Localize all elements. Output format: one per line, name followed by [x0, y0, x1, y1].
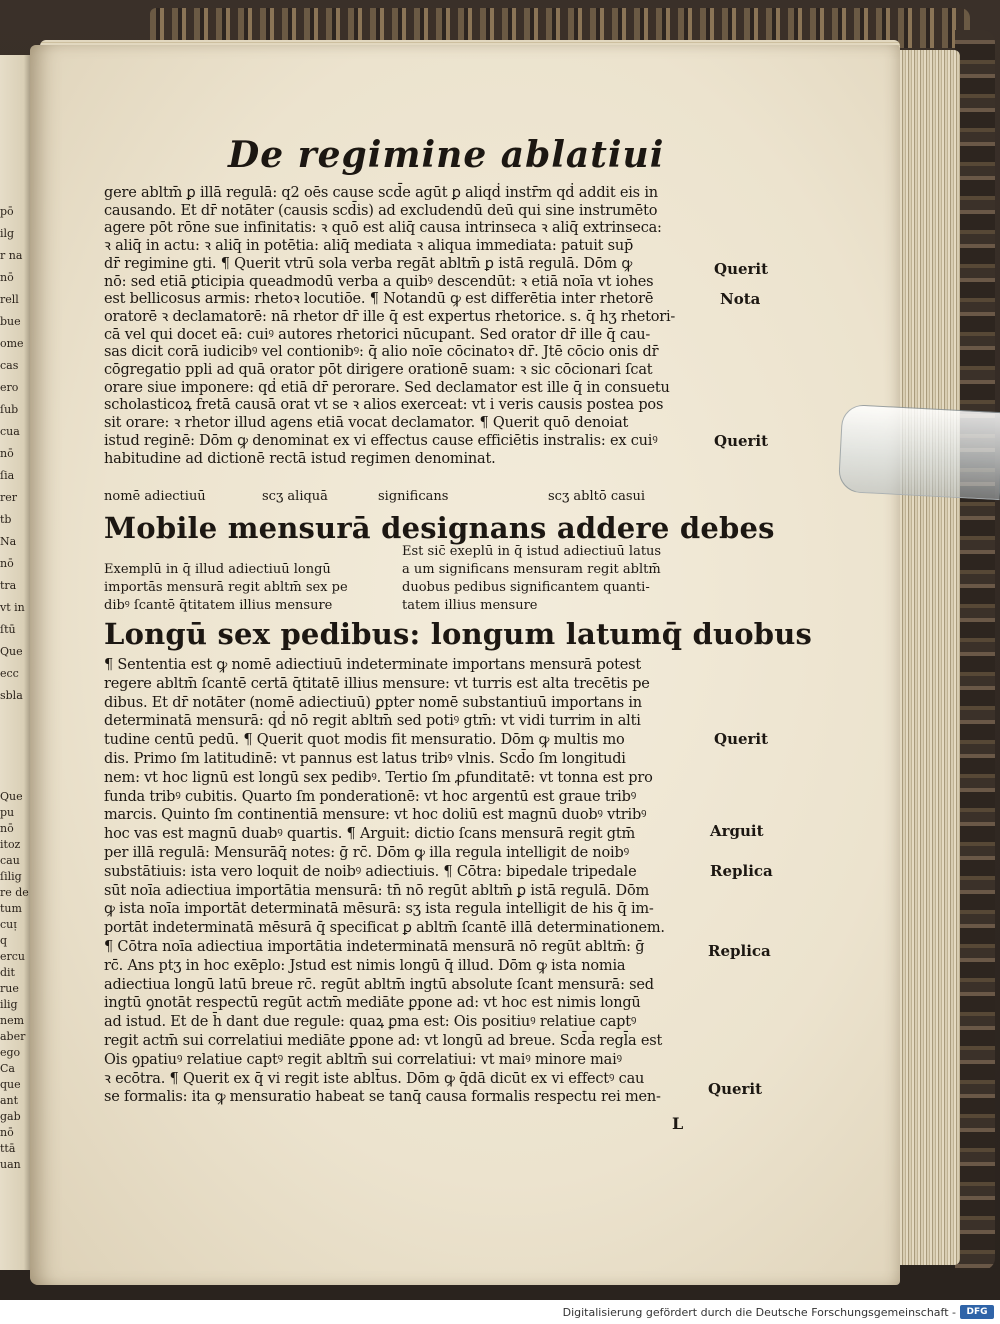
text-line: per illā regulā: Mensurāq̄ notes: ḡ rc̄. Dōm ꝙ illa regula intelligit de noibꝰ — [104, 845, 629, 861]
left-page-fragment: uan — [0, 1158, 21, 1171]
margin-note: Querit — [714, 260, 769, 278]
text-line: agere pōt rōne sue infinitatis: ꝛ quō est aliq̄ causa intrinseca ꝛ aliq̄ extrinseca: — [104, 220, 662, 237]
margin-note: Querit — [708, 1080, 763, 1098]
text-line: determinatā mensurā: qḋ nō regit abltm̄ sed potiꝰ gtm̄: vt vidi turrim in alti — [104, 713, 641, 730]
text-line: ꝛ aliq̄ in actu: ꝛ aliq̄ in potētia: aliq̄ mediata ꝛ aliqua immediata: patuit sup̄ — [104, 238, 634, 255]
left-page-fragment: cau — [0, 854, 20, 867]
left-page-fragment: ero — [0, 381, 19, 394]
left-page-fragment: ſtū — [0, 623, 16, 636]
text-line: sūt noīa adiectiua importātia mensurā: tn̄ nō regūt abltm̄ ꝑ istā regulā. Dōm — [104, 882, 650, 899]
gloss-left-line: dibꝰ ſcantē q̄titatem illius mensure — [104, 598, 333, 613]
verse-2: Longū sex pedibus: longum latumq̄ duobus — [104, 617, 813, 651]
text-line: ad istud. Et de h̄ dant due regule: quaꝝ ꝑma est: Ois positiuꝰ relatiue captꝰ — [104, 1014, 637, 1031]
left-page-fragment: ilg — [0, 227, 15, 240]
left-page-fragment: cuᴉ — [0, 918, 17, 931]
text-line: causando. Et dr̄ notāter (causis scd̄is) ad excludendū deū qui sine instrumēto — [104, 202, 658, 219]
gloss-word: nomē adiectiuū — [104, 489, 206, 504]
left-page-fragment: ilig — [0, 998, 18, 1011]
left-page-fragment: ant — [0, 1094, 19, 1107]
left-page-fragment: itoz — [0, 838, 21, 851]
text-line: ꝛ ecōtra. ¶ Querit ex q̄ vi regit iste ablt̄us. Dōm ꝙ q̄dā dicūt ex vi effectꝰ cau — [104, 1070, 645, 1087]
text-line: cōgregatio ppli ad quā orator pōt dirigere orationē suam: ꝛ sic cōcionari ſcat — [104, 362, 653, 378]
text-line: dr̄ regimine gti. ¶ Querit vtrū sola verba regāt abltm̄ ꝑ istā regulā. Dōm ꝙ — [104, 255, 633, 272]
margin-note: Replica — [710, 862, 773, 880]
text-line: gere abltm̄ ꝑ illā regulā: q2 oēs cause scd̄e agūt ꝑ aliqḋ instr̄m qḋ addit eis in — [104, 185, 658, 201]
text-line: ¶ Sententia est ꝙ nomē adiectiuū indeterminate importans mensurā potest — [104, 657, 642, 673]
gloss-right-line: a um significans mensuram regit abltm̄ — [402, 562, 661, 577]
left-page-fragment: Que — [0, 645, 23, 658]
text-line: sit orare: ꝛ rhetor illud agens etiā vocat declamator. ¶ Querit quō denoiat — [104, 415, 629, 432]
text-line: se formalis: ita ꝙ mensuratio habeat se tanq̄ causa formalis respectu rei men- — [104, 1089, 661, 1106]
left-page-fragment: tb̄ — [0, 513, 12, 526]
text-line: nō: sed etiā ꝑticipia queadmodū verba a quibꝰ descendūt: ꝛ etiā noīa vt iohes — [104, 273, 654, 290]
gloss-left-line: importās mensurā regit abltm̄ sex pe — [104, 580, 348, 595]
margin-note: Querit — [714, 730, 769, 748]
left-page-fragment: bue — [0, 315, 21, 328]
text-line: ¶ Cōtra noīa adiectiua importātia indeterminatā mensurā nō regūt abltm̄: ḡ — [104, 939, 645, 955]
left-page-fragment: ſilig — [0, 870, 22, 883]
text-line: habitudine ad dictionē rectā istud regimen denominat. — [104, 450, 496, 467]
left-page-fragment: ome — [0, 337, 24, 350]
verse-1: Mobile mensurā designans addere debes — [104, 511, 775, 545]
left-page-fragment: q — [0, 934, 8, 947]
left-page-fragment: gab — [0, 1110, 21, 1123]
left-page-fragment: cua — [0, 425, 20, 438]
left-page-fragment: tum — [0, 902, 22, 915]
left-page-fragment: rer — [0, 491, 18, 504]
plastic-bookmark-clip — [838, 404, 1000, 500]
text-line: orare siue imponere: qḋ etiā dr̄ perorare. Sed declamator est ille q̄ in consuetu — [104, 379, 670, 396]
left-page-fragment: re de — [0, 886, 29, 899]
text-line: regit actm̄ sui correlatiui mediāte ꝑpone ad: vt longū ad breue. Scd̄a regl̄a est — [104, 1033, 663, 1049]
left-page-fragment: ttā — [0, 1142, 16, 1155]
left-page-fragment: aber — [0, 1030, 26, 1043]
left-page-fragment: Na — [0, 535, 17, 548]
gloss-right-line: tatem illius mensure — [402, 598, 538, 613]
left-page-fragment: ego — [0, 1046, 21, 1059]
left-page-fragment: nō — [0, 1126, 14, 1139]
left-page-fragment: vt in — [0, 601, 25, 614]
text-line: portāt indeterminatā mēsurā q̄ specificat ꝑ abltm̄ ſcantē illā determinationem. — [104, 920, 665, 937]
left-page-fragment: dit — [0, 966, 15, 979]
left-page-fragment: nō — [0, 271, 14, 284]
dfg-logo: DFG — [960, 1305, 994, 1319]
signature-mark: L — [672, 1114, 684, 1133]
gloss-word: scʒ abltō casui — [548, 489, 646, 504]
gloss-word: scʒ aliquā — [262, 489, 328, 504]
gloss-right-line: duobus pedibus significantem quanti- — [402, 580, 650, 595]
text-line: oratorē ꝛ declamatorē: nā rhetor dr̄ ille q̄ est expertus rhetorice. s. q̄ hʒ rhetori- — [104, 308, 676, 325]
left-page-fragment: r na — [0, 249, 23, 262]
text-line: dis. Primo ſm latitudinē: vt pannus est latus tribꝰ vlnis. Scd̄o ſm longitudi — [104, 751, 626, 767]
left-page-fragment: sbla — [0, 689, 23, 702]
footer-credit: Digitalisierung gefördert durch die Deutsche Forschungsgemeinschaft - — [562, 1306, 956, 1319]
text-line: istud reginē: Dōm ꝙ denominat ex vi effectus cause efficiētis instralis: ex cuiꝰ — [104, 432, 658, 449]
text-line: sas dicit corā iudicibꝰ vel contionibꝰ: q̄ alio noīe cōcinatoꝛ dr̄. Jtē cōcio onis dr̄ — [104, 344, 659, 361]
left-page-fragment: nō — [0, 447, 14, 460]
left-page-fragment: rell — [0, 293, 19, 306]
margin-note: Replica — [708, 942, 771, 960]
text-line: nem: vt hoc lignū est longū sex pedibꝰ. Tertio ſm ꝓfunditatē: vt tonna est pro — [104, 769, 653, 786]
text-line: regere abltm̄ ſcantē certā q̄titatē illius mensure: vt turris est alta trecētis pe — [104, 675, 650, 692]
text-line: substātiuis: ista vero loquit de noibꝰ adiectiuis. ¶ Cōtra: bipedale tripedale — [104, 863, 637, 880]
gloss-left-line: Exemplū in q̄ illud adiectiuū longū — [104, 562, 331, 577]
text-line: tudine centū pedū. ¶ Querit quot modis fit mensuratio. Dōm ꝙ multis mo — [104, 732, 625, 749]
text-line: hoc vas est magnū duabꝰ quartis. ¶ Arguit: dictio ſcans mensurā regit gtm̄ — [104, 826, 636, 843]
margin-note: Nota — [720, 290, 761, 308]
text-line: cā vel qui docet eā: cuiꝰ autores rhetorici nūcupant. Sed orator dr̄ ille q̄ cau- — [104, 326, 651, 343]
left-page-fragment: que — [0, 1078, 21, 1091]
page-heading: De regimine ablatiui — [228, 134, 665, 176]
text-line: dibus. Et dr̄ notāter (nomē adiectiuū) ꝑpter nomē substantiuū importans in — [104, 694, 642, 711]
left-page-fragment: rue — [0, 982, 19, 995]
text-line: funda tribꝰ cubitis. Quarto ſm ponderationē: vt hoc argentū est graue tribꝰ — [104, 788, 637, 805]
left-page-fragment: nō — [0, 822, 14, 835]
left-page-fragment: pu — [0, 806, 15, 819]
gloss-2-right: Est sic̄ exeplū in q̄ istud adiectiuū latus — [402, 544, 662, 559]
margin-note: Querit — [714, 432, 769, 450]
left-page-fragment: nō — [0, 557, 14, 570]
text-line: ingtū ꝯnotāt respectū regūt actm̄ mediāte ꝑpone ad: vt hoc est nimis longū — [104, 995, 641, 1012]
left-page-fragment: pō — [0, 205, 14, 218]
margin-note: Arguit — [710, 822, 764, 840]
book-cover-right — [955, 30, 995, 1270]
left-page-fragment: Que — [0, 790, 23, 803]
left-page-fragment: Ca — [0, 1062, 15, 1075]
left-page-fragment: tra — [0, 579, 17, 592]
gloss-word: significans — [378, 489, 449, 504]
left-page-fragment: ercu — [0, 950, 26, 963]
text-line: est bellicosus armis: rhetoꝛ locutiōe. ¶ Notandū ꝙ est differētia inter rhetorē — [104, 291, 654, 308]
text-line: marcis. Quinto ſm continentiā mensure: vt hoc doliū est magnū duobꝰ vtribꝰ — [104, 807, 647, 824]
left-page-fragment: ecc — [0, 667, 19, 680]
left-page-fragment: ſub — [0, 403, 19, 416]
text-line: adiectiua longū latū breue rc̄. regūt abltm̄ ingtū absolute ſcant mensurā: sed — [104, 976, 654, 993]
text-line: Ois ꝯpatiuꝰ relatiue captꝰ regit abltm̄ sui correlatiui: vt maiꝰ minore maiꝰ — [104, 1051, 622, 1068]
text-line: scholasticoꝝ fretā causā orat vt se ꝛ alios exerceat: vt i veris causis postea pos — [104, 397, 664, 414]
left-page-fragment: nem — [0, 1014, 25, 1027]
text-line: rc̄. Ans ptʒ in hoc exēplo: Jstud est nimis longū q̄ illud. Dōm ꝙ ista nomia — [104, 957, 626, 974]
left-page-fragment: cas — [0, 359, 19, 372]
left-page-fragment: ſia — [0, 469, 15, 482]
text-line: ꝙ ista noīa importāt determinatā mēsurā: sʒ ista regula intelligit de his q̄ im- — [104, 901, 654, 918]
